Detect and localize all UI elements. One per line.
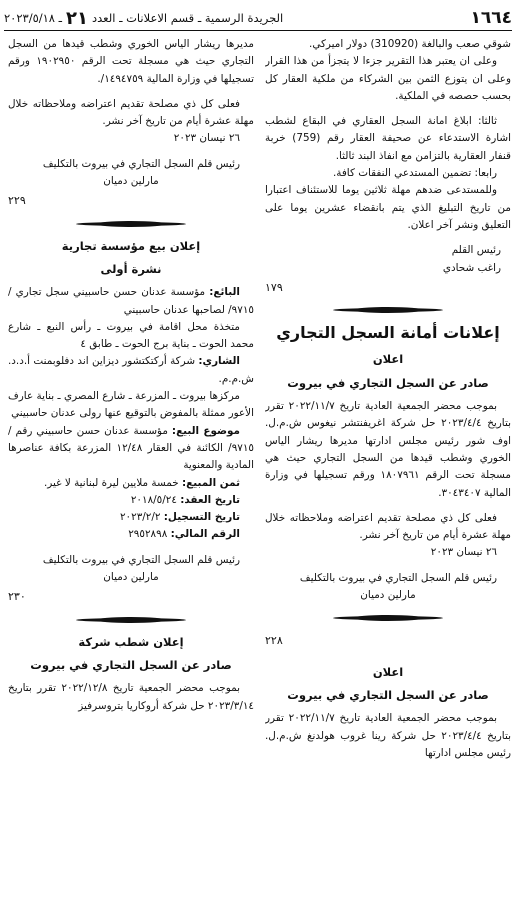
registration-date-label: تاريخ التسجيل: (163, 511, 240, 524)
page-header (4, 6, 512, 31)
signature-name: مارلين دميان (360, 589, 416, 602)
subject-label: موضوع البيع: (171, 424, 240, 437)
notice-number: ٢٢٩ (8, 194, 26, 208)
financial-number-value: ٢٩٥٢٨٩٨ (128, 528, 171, 541)
buyer-label: الشاري: (198, 355, 240, 368)
notice-date: ٢٦ نيسان ٢٠٢٣ (173, 132, 240, 145)
registration-date-field (8, 509, 254, 526)
signature-name: مارلين دميان (103, 571, 159, 584)
notice-body: بموجب محضر الجمعية العادية تاريخ ٢٠٢٢/١١/٧ تقرر بتاريخ ٢٠٢٣/٤/٤ حل شركة رينا غروب هولدنغ ش.م.ل. رئيس مجلس ادارتها (265, 712, 511, 759)
financial-number-field (8, 526, 254, 543)
paragraph: مديرها ريشار الياس الخوري وشطب قيدها من السجل التجاري حيث هي مسجلة تحت الرقم ١٩٠٢٩٥٠ ورقم تسجيلها في وزارة المالية ١٤٩٤٧٥٩/. (8, 38, 254, 85)
separator (265, 610, 511, 626)
buyer-address: مركزها بيروت ـ المزرعة ـ شارع المصري ـ بناية عارف الأعور ممثلة بالمفوض بالتوقيع عنها رولى عدنان حاسبيني (8, 390, 254, 420)
section-heading: إعلانات أمانة السجل التجاري (276, 323, 500, 343)
notice-title: اعلان (372, 352, 404, 367)
notice-title: إعلان شطب شركة (78, 634, 184, 649)
objection-text: فعلى كل ذي مصلحة تقديم اعتراضه وملاحظاته خلال مهلة عشرة أيام من تاريخ آخر نشر. (265, 511, 511, 542)
notice-subtitle: صادر عن السجل التجاري في بيروت (287, 687, 489, 702)
price-field (8, 475, 254, 492)
header-title (4, 8, 283, 29)
registration-date-value: ٢٠٢٣/٢/٢ (119, 511, 164, 524)
notice-body: بموجب محضر الجمعية العادية تاريخ ٢٠٢٢/١١/٧ تقرر بتاريخ ٢٠٢٣/٤/٤ حل شركة اغريفنتشر نيغوس ش.م.ل. اوف شور رئيس مجلس ادارتها مديرها ريشار الياس الخوري وشطب قيدها من السجل التجاري حيث هي مسجلة تحت الرقم ١٨٠٧٩٦١ ورقم تسجيلها في وزارة المالية ٣٠٤٣٤٠٧. (265, 400, 511, 499)
financial-number-label: الرقم المالي: (170, 528, 240, 541)
right-column (265, 36, 511, 923)
contract-date-field (8, 492, 254, 509)
paragraph: وعلى ان يعتبر هذا التقرير جزءا لا يتجزأ من هذا القرار وعلى ان يتوزع الثمن بين الشركاء من ملكية العقار كل بحسب حصصه في الملكية. (265, 55, 511, 102)
signature-title: رئيس قلم السجل التجاري في بيروت بالتكليف (299, 571, 497, 584)
seller-address: متخذة محل اقامة في بيروت ـ رأس النبع ـ شارع محمد الحوت ـ بناية برج الحوت ـ طابق ٤ (8, 320, 254, 351)
objection-text: فعلى كل ذي مصلحة تقديم اعتراضه وملاحظاته خلال مهلة عشرة أيام من تاريخ آخر نشر. (8, 97, 254, 128)
subject-value: مؤسسة عدنان حسن حاسبيني رقم /٩٧١٥/ الكائنة في العقار ١٢/٤٨ المزرعة بكافة عناصرها المادية والمعنوية (8, 424, 254, 472)
notice-date: ٢٦ نيسان ٢٠٢٣ (430, 546, 497, 559)
gazette-name: الجريدة الرسمية ـ قسم الاعلانات ـ العدد (92, 11, 284, 25)
signature-title: رئيس قلم السجل التجاري في بيروت بالتكليف (42, 553, 240, 566)
issue-number: ٢١ (66, 7, 89, 29)
paragraph: وللمستدعى ضدهم مهلة ثلاثين يوما للاستئناف اعتبارا من تاريخ التبليغ الذي يتم بانقضاء عشرين يوما على التعليق ونشر آخر اعلان. (265, 184, 511, 231)
contract-date-value: ٢٠١٨/٥/٢٤ (130, 493, 181, 506)
notice-title: إعلان بيع مؤسسة تجارية (61, 238, 201, 253)
separator (8, 216, 254, 232)
notice-number: ٢٢٨ (265, 634, 283, 648)
buyer-value: شركة أركتكتشور ديزاين اند دفلوبمنت أ.د.د. ش.م.م. (8, 355, 254, 385)
notice-subtitle: صادر عن السجل التجاري في بيروت (287, 375, 489, 390)
page-number: ١٦٦٤ (470, 8, 512, 28)
signature-title: رئيس القلم (451, 244, 501, 257)
price-value: خمسة ملايين ليرة لبنانية لا غير. (43, 476, 182, 489)
paragraph: رابعا: تضمين المستدعي النفقات كافة. (332, 167, 497, 180)
notice-subtitle: صادر عن السجل التجاري في بيروت (30, 657, 232, 672)
notice-subtitle: نشرة أولى (100, 261, 162, 276)
separator (265, 302, 511, 318)
notice-number: ١٧٩ (265, 280, 283, 294)
paragraph: شوقي صعب والبالغة (310920) دولار اميركي. (309, 38, 511, 50)
seller-label: البائع: (209, 286, 240, 299)
signature-title: رئيس قلم السجل التجاري في بيروت بالتكليف (42, 157, 240, 170)
notice-body: بموجب محضر الجمعية تاريخ ٢٠٢٢/١٢/٨ تقرر بتاريخ ٢٠٢٣/٣/١٤ حل شركة أروكاريا بتروسرفيز (8, 682, 254, 712)
buyer-field (8, 353, 254, 388)
seller-value: مؤسسة عدنان حسن حاسبيني سجل تجاري /٩٧١٥/ لصاحبها عدنان حاسبيني (8, 286, 254, 316)
signature-name: مارلين دميان (103, 175, 159, 188)
price-label: ثمن المبيع: (181, 476, 240, 489)
seller-field (8, 284, 254, 319)
paragraph: ثالثا: ابلاغ امانة السجل العقاري في البقاع لشطب اشارة الاستدعاء عن صحيفة العقار رقم (759) خربة قنفار العقارية بالتزامن مع انفاذ البند ثالثا. (265, 115, 511, 162)
notice-number: ٢٣٠ (8, 590, 26, 604)
signature-name: راغب شحادي (442, 261, 501, 274)
contract-date-label: تاريخ العقد: (180, 493, 240, 506)
issue-date: ـ ٢٠٢٣/٥/١٨ (4, 11, 63, 25)
notice-title: اعلان (372, 664, 404, 679)
subject-field (8, 423, 254, 475)
separator (8, 612, 254, 628)
left-column (8, 36, 254, 923)
